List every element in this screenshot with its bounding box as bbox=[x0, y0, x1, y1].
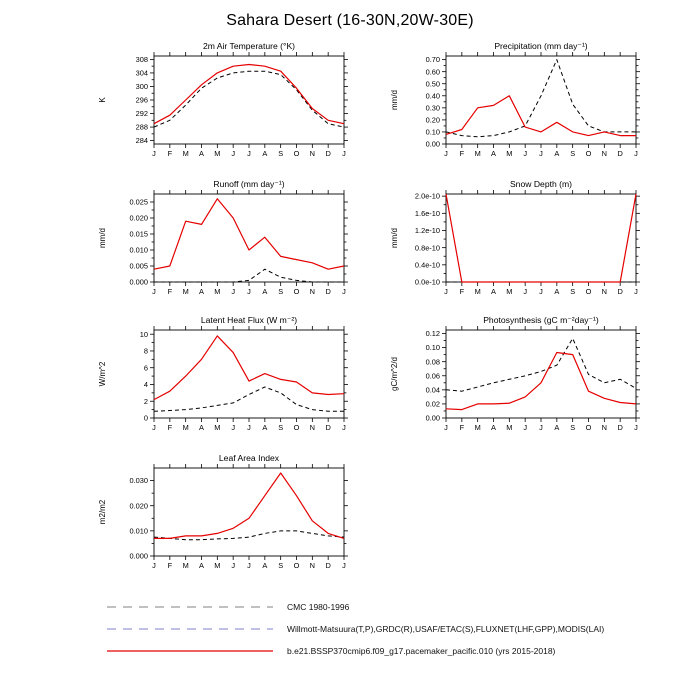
svg-text:0.06: 0.06 bbox=[425, 371, 440, 381]
svg-text:D: D bbox=[325, 423, 331, 432]
svg-text:0.000: 0.000 bbox=[129, 277, 148, 287]
svg-text:0.4e-10: 0.4e-10 bbox=[414, 260, 440, 270]
svg-text:O: O bbox=[585, 423, 592, 432]
svg-text:Runoff (mm day⁻¹): Runoff (mm day⁻¹) bbox=[213, 179, 285, 189]
svg-text:M: M bbox=[182, 149, 189, 158]
svg-text:D: D bbox=[325, 149, 331, 158]
svg-text:0.8e-10: 0.8e-10 bbox=[414, 243, 440, 253]
svg-text:N: N bbox=[309, 423, 316, 432]
svg-text:J: J bbox=[231, 561, 236, 570]
svg-text:0.50: 0.50 bbox=[425, 79, 440, 89]
svg-text:0.005: 0.005 bbox=[129, 261, 148, 271]
svg-text:J: J bbox=[342, 423, 346, 432]
legend-label: b.e21.BSSP370cmip6.f09_g17.pacemaker_pacific.010 (yrs 2015-2018) bbox=[287, 646, 556, 656]
legend-item-cmc bbox=[105, 596, 604, 618]
svg-text:0.020: 0.020 bbox=[129, 501, 148, 511]
chart-canvas bbox=[384, 40, 654, 175]
svg-text:0.025: 0.025 bbox=[129, 197, 148, 207]
svg-text:2: 2 bbox=[143, 396, 148, 406]
svg-text:N: N bbox=[309, 561, 316, 570]
svg-text:0.20: 0.20 bbox=[425, 115, 440, 125]
svg-text:A: A bbox=[491, 287, 496, 296]
svg-text:J: J bbox=[523, 149, 528, 158]
svg-text:F: F bbox=[167, 149, 173, 158]
svg-text:A: A bbox=[262, 423, 268, 432]
svg-text:A: A bbox=[262, 149, 268, 158]
svg-text:A: A bbox=[491, 423, 496, 432]
svg-text:J: J bbox=[152, 287, 156, 296]
svg-text:J: J bbox=[247, 287, 251, 296]
svg-text:J: J bbox=[231, 149, 236, 158]
svg-text:F: F bbox=[167, 287, 173, 296]
svg-text:J: J bbox=[152, 149, 156, 158]
svg-text:J: J bbox=[539, 149, 543, 158]
svg-text:J: J bbox=[342, 287, 346, 296]
svg-text:0.030: 0.030 bbox=[129, 476, 148, 486]
svg-text:M: M bbox=[182, 561, 189, 570]
svg-text:M: M bbox=[474, 149, 481, 158]
svg-text:J: J bbox=[342, 149, 346, 158]
svg-text:Precipitation (mm day⁻¹): Precipitation (mm day⁻¹) bbox=[494, 41, 588, 51]
svg-text:292: 292 bbox=[135, 109, 148, 119]
svg-text:A: A bbox=[199, 287, 204, 296]
svg-text:0: 0 bbox=[143, 413, 148, 423]
svg-text:M: M bbox=[506, 287, 513, 296]
svg-text:K: K bbox=[98, 97, 107, 103]
svg-text:M: M bbox=[182, 287, 189, 296]
svg-text:M: M bbox=[214, 423, 221, 432]
svg-text:M: M bbox=[214, 561, 221, 570]
svg-text:2.0e-10: 2.0e-10 bbox=[414, 191, 440, 201]
svg-text:0.00: 0.00 bbox=[425, 413, 440, 423]
svg-text:m2/m2: m2/m2 bbox=[98, 499, 107, 525]
svg-text:1.6e-10: 1.6e-10 bbox=[414, 208, 440, 218]
legend-line-dashed-icon bbox=[105, 624, 275, 634]
svg-text:300: 300 bbox=[135, 82, 148, 92]
svg-text:J: J bbox=[247, 149, 251, 158]
svg-text:S: S bbox=[278, 561, 284, 570]
svg-text:gC/m^2/d: gC/m^2/d bbox=[390, 357, 399, 391]
svg-text:0.02: 0.02 bbox=[425, 399, 440, 409]
svg-text:Photosynthesis (gC m⁻²day⁻¹): Photosynthesis (gC m⁻²day⁻¹) bbox=[483, 315, 599, 325]
svg-text:0.000: 0.000 bbox=[129, 551, 148, 561]
svg-text:0.08: 0.08 bbox=[425, 357, 440, 367]
svg-text:W/m^2: W/m^2 bbox=[98, 361, 107, 387]
svg-text:0.010: 0.010 bbox=[129, 526, 148, 536]
chart-latent-heat-flux bbox=[92, 314, 362, 449]
svg-text:mm/d: mm/d bbox=[98, 228, 107, 248]
svg-text:A: A bbox=[199, 149, 204, 158]
svg-text:F: F bbox=[459, 287, 465, 296]
svg-text:J: J bbox=[342, 561, 346, 570]
svg-text:S: S bbox=[570, 287, 576, 296]
svg-text:8: 8 bbox=[143, 346, 148, 356]
svg-text:308: 308 bbox=[135, 54, 148, 64]
svg-text:1.2e-10: 1.2e-10 bbox=[414, 226, 440, 236]
svg-text:M: M bbox=[506, 423, 513, 432]
svg-text:0.10: 0.10 bbox=[425, 343, 440, 353]
svg-text:Leaf Area Index: Leaf Area Index bbox=[218, 453, 280, 463]
svg-text:J: J bbox=[247, 423, 251, 432]
svg-text:0.015: 0.015 bbox=[129, 229, 148, 239]
svg-text:4: 4 bbox=[143, 380, 148, 390]
svg-text:N: N bbox=[601, 423, 608, 432]
svg-text:A: A bbox=[491, 149, 496, 158]
svg-text:M: M bbox=[214, 287, 221, 296]
svg-text:N: N bbox=[309, 149, 316, 158]
svg-text:M: M bbox=[214, 149, 221, 158]
page-title: Sahara Desert (16-30N,20W-30E) bbox=[226, 12, 474, 29]
legend-item-model bbox=[105, 640, 604, 662]
svg-text:A: A bbox=[262, 287, 268, 296]
svg-text:S: S bbox=[278, 287, 284, 296]
svg-text:0.12: 0.12 bbox=[425, 329, 440, 339]
chart-photosynthesis bbox=[384, 314, 654, 449]
svg-text:J: J bbox=[444, 149, 448, 158]
svg-text:J: J bbox=[523, 287, 528, 296]
svg-text:M: M bbox=[182, 423, 189, 432]
svg-text:J: J bbox=[634, 423, 638, 432]
legend-line-solid-icon bbox=[105, 646, 275, 656]
svg-text:J: J bbox=[152, 561, 156, 570]
chart-runoff bbox=[92, 178, 362, 313]
svg-text:D: D bbox=[325, 561, 331, 570]
svg-text:296: 296 bbox=[135, 95, 148, 105]
chart-snow-depth bbox=[384, 178, 654, 313]
svg-text:O: O bbox=[293, 287, 300, 296]
svg-text:M: M bbox=[474, 423, 481, 432]
svg-text:0.00: 0.00 bbox=[425, 139, 440, 149]
svg-text:0.70: 0.70 bbox=[425, 55, 440, 65]
legend-line-dashed-icon bbox=[105, 602, 275, 612]
svg-text:J: J bbox=[539, 287, 543, 296]
svg-text:O: O bbox=[585, 149, 592, 158]
svg-text:0.40: 0.40 bbox=[425, 91, 440, 101]
svg-text:J: J bbox=[231, 287, 236, 296]
chart-canvas bbox=[384, 178, 654, 313]
svg-text:O: O bbox=[293, 149, 300, 158]
svg-text:N: N bbox=[601, 149, 608, 158]
svg-text:J: J bbox=[444, 423, 448, 432]
legend-label: CMC 1980-1996 bbox=[287, 602, 350, 612]
chart-leaf-area-index bbox=[92, 452, 362, 587]
svg-text:F: F bbox=[167, 423, 173, 432]
svg-text:A: A bbox=[199, 561, 204, 570]
svg-text:Latent Heat Flux (W m⁻²): Latent Heat Flux (W m⁻²) bbox=[200, 315, 298, 325]
svg-text:J: J bbox=[634, 149, 638, 158]
svg-text:0.0e-10: 0.0e-10 bbox=[414, 277, 440, 287]
chart-canvas bbox=[92, 178, 362, 313]
svg-text:0.60: 0.60 bbox=[425, 67, 440, 77]
svg-text:A: A bbox=[554, 287, 560, 296]
chart-canvas bbox=[92, 314, 362, 449]
svg-text:F: F bbox=[167, 561, 173, 570]
svg-text:N: N bbox=[309, 287, 316, 296]
svg-text:304: 304 bbox=[135, 68, 148, 78]
svg-text:F: F bbox=[459, 149, 465, 158]
chart-canvas bbox=[92, 40, 362, 175]
svg-text:M: M bbox=[506, 149, 513, 158]
svg-text:2m Air Temperature (°K): 2m Air Temperature (°K) bbox=[202, 41, 296, 51]
svg-text:S: S bbox=[570, 423, 576, 432]
svg-text:0.020: 0.020 bbox=[129, 213, 148, 223]
svg-text:mm/d: mm/d bbox=[390, 228, 399, 248]
svg-text:A: A bbox=[262, 561, 268, 570]
svg-text:J: J bbox=[523, 423, 528, 432]
chart-precipitation bbox=[384, 40, 654, 175]
svg-text:O: O bbox=[585, 287, 592, 296]
legend-label: Willmott-Matsuura(T,P),GRDC(R),USAF/ETAC(S),FLUXNET(LHF,GPP),MODIS(LAI) bbox=[287, 624, 605, 634]
legend-item-willmott bbox=[105, 618, 604, 640]
svg-text:S: S bbox=[278, 149, 284, 158]
svg-text:S: S bbox=[278, 423, 284, 432]
svg-text:J: J bbox=[539, 423, 543, 432]
svg-text:D: D bbox=[617, 423, 623, 432]
svg-text:J: J bbox=[247, 561, 251, 570]
svg-text:0.30: 0.30 bbox=[425, 103, 440, 113]
svg-text:S: S bbox=[570, 149, 576, 158]
svg-text:A: A bbox=[554, 149, 560, 158]
svg-text:J: J bbox=[231, 423, 236, 432]
svg-text:J: J bbox=[444, 287, 448, 296]
svg-text:D: D bbox=[617, 287, 623, 296]
svg-text:0.010: 0.010 bbox=[129, 245, 148, 255]
svg-text:O: O bbox=[293, 561, 300, 570]
svg-text:6: 6 bbox=[143, 363, 148, 373]
svg-text:A: A bbox=[554, 423, 560, 432]
svg-text:D: D bbox=[617, 149, 623, 158]
svg-text:0.10: 0.10 bbox=[425, 127, 440, 137]
svg-text:Snow Depth (m): Snow Depth (m) bbox=[509, 179, 573, 189]
svg-text:284: 284 bbox=[135, 136, 148, 146]
chart-canvas bbox=[92, 452, 362, 587]
svg-text:0.04: 0.04 bbox=[425, 385, 440, 395]
svg-text:J: J bbox=[634, 287, 638, 296]
svg-text:O: O bbox=[293, 423, 300, 432]
svg-text:288: 288 bbox=[135, 122, 148, 132]
svg-text:10: 10 bbox=[139, 329, 148, 339]
chart-canvas bbox=[384, 314, 654, 449]
svg-text:N: N bbox=[601, 287, 608, 296]
chart-2m-air-temperature bbox=[92, 40, 362, 175]
svg-text:M: M bbox=[474, 287, 481, 296]
svg-text:F: F bbox=[459, 423, 465, 432]
svg-text:D: D bbox=[325, 287, 331, 296]
legend bbox=[105, 596, 604, 662]
svg-text:A: A bbox=[199, 423, 204, 432]
svg-text:J: J bbox=[152, 423, 156, 432]
svg-text:mm/d: mm/d bbox=[390, 90, 399, 110]
